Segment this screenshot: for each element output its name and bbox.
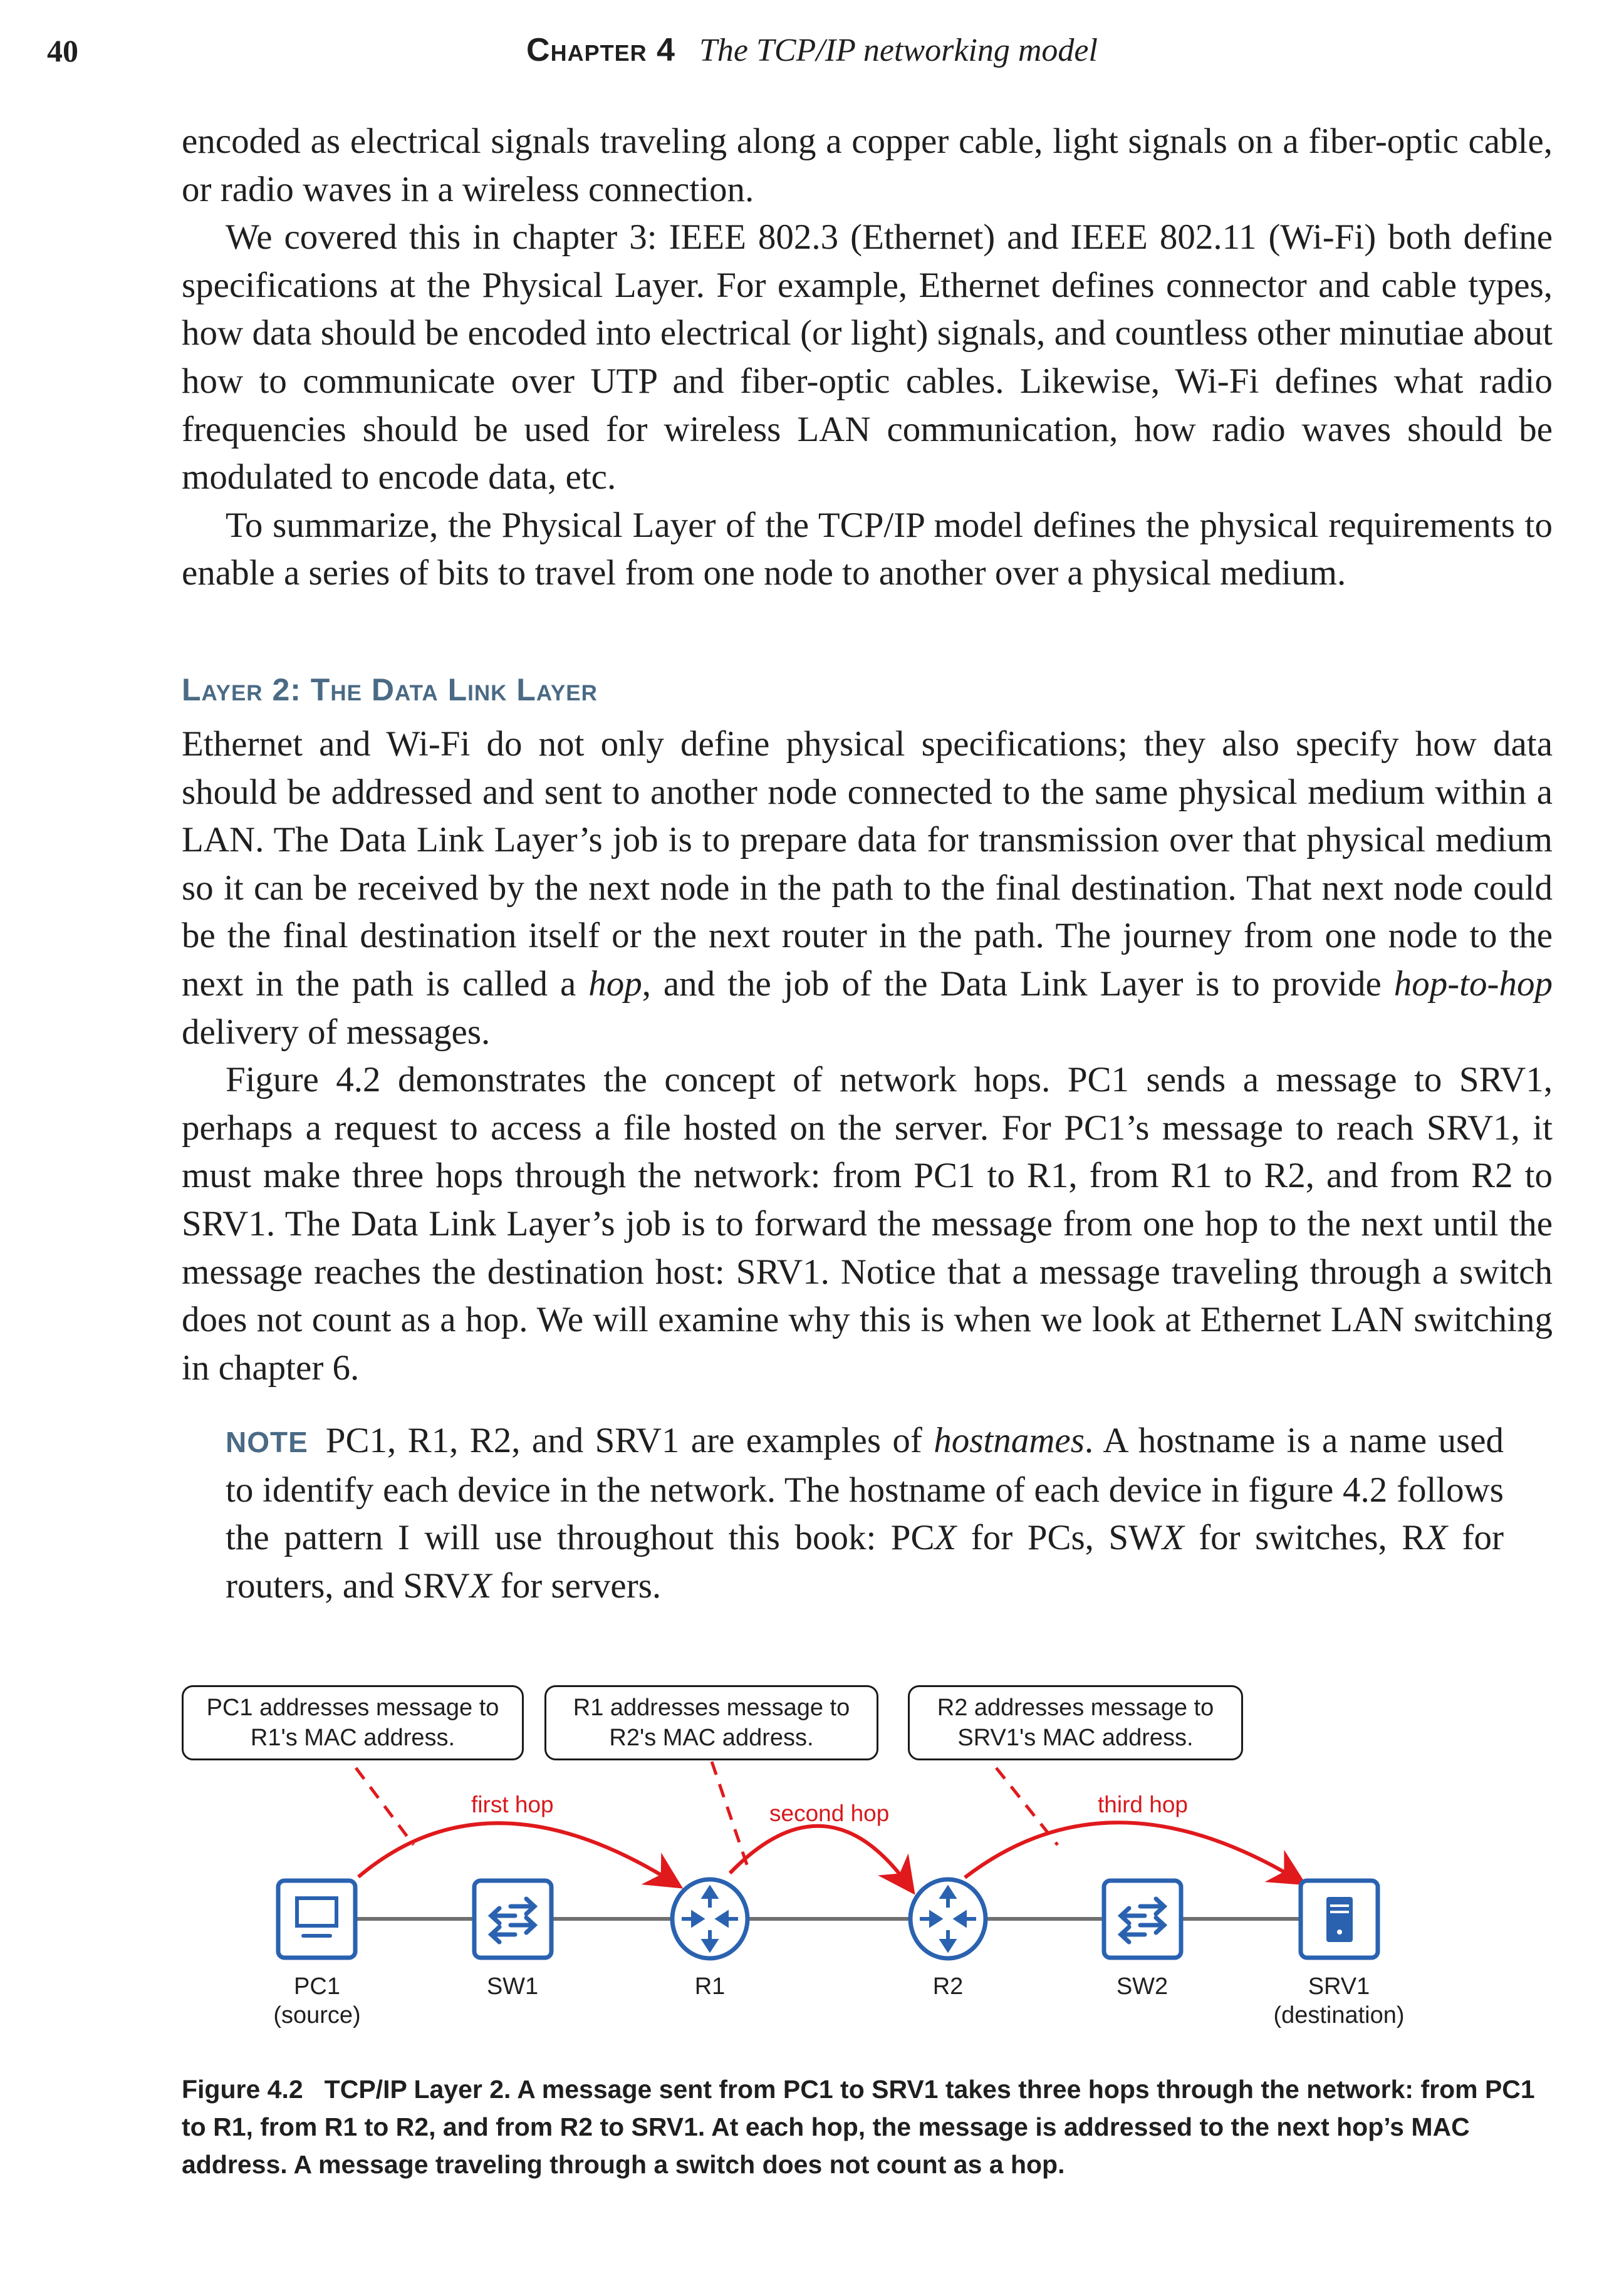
node-name: SRV1	[1308, 1973, 1370, 2000]
switch-icon	[1104, 1881, 1181, 1958]
italic-term: hostnames	[934, 1421, 1085, 1460]
text-run: for switches, R	[1184, 1518, 1426, 1558]
node-role: (destination)	[1273, 2002, 1405, 2028]
italic-term: X	[1425, 1518, 1448, 1558]
caption-text: TCP/IP Layer 2. A message sent from PC1 to SRV1 takes three hops through the network: from PC1 to R1, from R1 to R2, and from R2 to SRV1. At each hop, the message is addressed to the next hop’s MAC address. A message traveling through a switch does not count as a hop.	[182, 2075, 1535, 2179]
italic-term: X	[1162, 1518, 1184, 1558]
callout-line: PC1 addresses message to	[206, 1695, 499, 1721]
node-label-sw2	[1048, 1972, 1236, 2001]
figure-caption	[182, 2070, 1560, 2183]
italic-term: hop-to-hop	[1393, 964, 1553, 1004]
italic-term: X	[934, 1518, 957, 1558]
text-run: delivery of messages.	[182, 1012, 491, 1052]
router-icon	[672, 1879, 747, 1958]
hop-arrow-third	[965, 1822, 1297, 1879]
text-run: . A hostname is a name used to identify each device in the network. The hostname of each device in figure 4.2 follows the pattern I will use throughout this book: PC	[226, 1421, 1504, 1558]
paragraph: We covered this in chapter 3: IEEE 802.3 (Ethernet) and IEEE 802.11 (Wi-Fi) both define specifications at the Physical Layer. For example, Ethernet defines connector and cable types, how data should be encoded into electrical (or light) signals, and countless other minutiae about how to communicate over UTP and fiber-optic cables. Likewise, Wi-Fi defines what radio frequencies should be used for wireless LAN communication, how radio waves should be modulated to encode data, etc.	[182, 217, 1553, 497]
italic-term: X	[469, 1566, 492, 1606]
text-run: for routers, and SRV	[226, 1518, 1504, 1606]
switch-icon	[474, 1881, 551, 1958]
chapter-title: The TCP/IP networking model	[699, 33, 1098, 68]
router-icon	[910, 1879, 986, 1958]
italic-term: hop	[588, 964, 642, 1004]
figure-number: Figure 4.2	[182, 2075, 303, 2104]
callout-line: SRV1's MAC address.	[957, 1725, 1194, 1751]
server-icon	[1301, 1881, 1378, 1958]
paragraph: To summarize, the Physical Layer of the TCP/IP model defines the physical requirements to enable a series of bits to travel from one node to another over a physical medium.	[182, 505, 1553, 593]
node-name: R1	[694, 1973, 726, 2000]
note-label: NOTE	[226, 1426, 308, 1458]
text-run: for PCs, SW	[956, 1518, 1162, 1558]
pc-icon	[278, 1881, 355, 1958]
dashed-pointer	[712, 1762, 749, 1870]
node-label-r2	[854, 1972, 1042, 2001]
node-label-pc1	[223, 1972, 411, 2030]
text-run: , and the job of the Data Link Layer is to provide	[642, 964, 1394, 1004]
callout-line: R1 addresses message to	[573, 1695, 850, 1721]
text-run: for servers.	[491, 1566, 662, 1606]
node-name: SW2	[1116, 1973, 1169, 2000]
node-name: SW1	[486, 1973, 539, 2000]
node-label-r1	[616, 1972, 804, 2001]
hop-arrow-second	[730, 1826, 908, 1886]
text-run: Ethernet and Wi-Fi do not only define physical specifications; they also specify how data should be addressed and sent to another node connected to the same physical medium within a LAN. The Data Link Layer’s job is to prepare data for transmission over that physical medium so it can be received by the next node in the path to the final destination. That next node could be the final destination itself or the next router in the path. The journey from one node to the next in the path is called a	[182, 724, 1553, 1004]
callout-line: R2's MAC address.	[609, 1725, 814, 1751]
node-name: PC1	[294, 1973, 340, 2000]
section-heading: Layer 2: The Data Link Layer	[182, 672, 598, 707]
hop-label-second: second hop	[769, 1800, 890, 1826]
hop-label-first: first hop	[471, 1792, 554, 1817]
hop-label-third: third hop	[1098, 1792, 1188, 1817]
node-name: R2	[932, 1973, 964, 2000]
callout-line: R1's MAC address.	[250, 1725, 455, 1751]
dashed-pointer	[356, 1768, 414, 1845]
paragraph: encoded as electrical signals traveling along a copper cable, light signals on a fiber-optic cable, or radio waves in a wireless connection.	[182, 122, 1553, 209]
chapter-label: Chapter 4	[526, 32, 675, 68]
text-run: PC1, R1, R2, and SRV1 are examples of	[325, 1421, 934, 1460]
page-number: 40	[47, 33, 78, 68]
node-role: (source)	[273, 2002, 361, 2028]
node-label-srv1	[1245, 1972, 1433, 2030]
callout-line: R2 addresses message to	[937, 1695, 1214, 1721]
paragraph: Figure 4.2 demonstrates the concept of network hops. PC1 sends a message to SRV1, perhaps a request to access a file hosted on the server. For PC1’s message to reach SRV1, it must make three hops through the network: from PC1 to R1, from R1 to R2, and from R2 to SRV1. The Data Link Layer’s job is to forward the message from one hop to the next until the message reaches the destination host: SRV1. Notice that a message traveling through a switch does not count as a hop. We will examine why this is when we look at Ethernet LAN switching in chapter 6.	[182, 1060, 1553, 1388]
node-label-sw1	[419, 1972, 606, 2001]
